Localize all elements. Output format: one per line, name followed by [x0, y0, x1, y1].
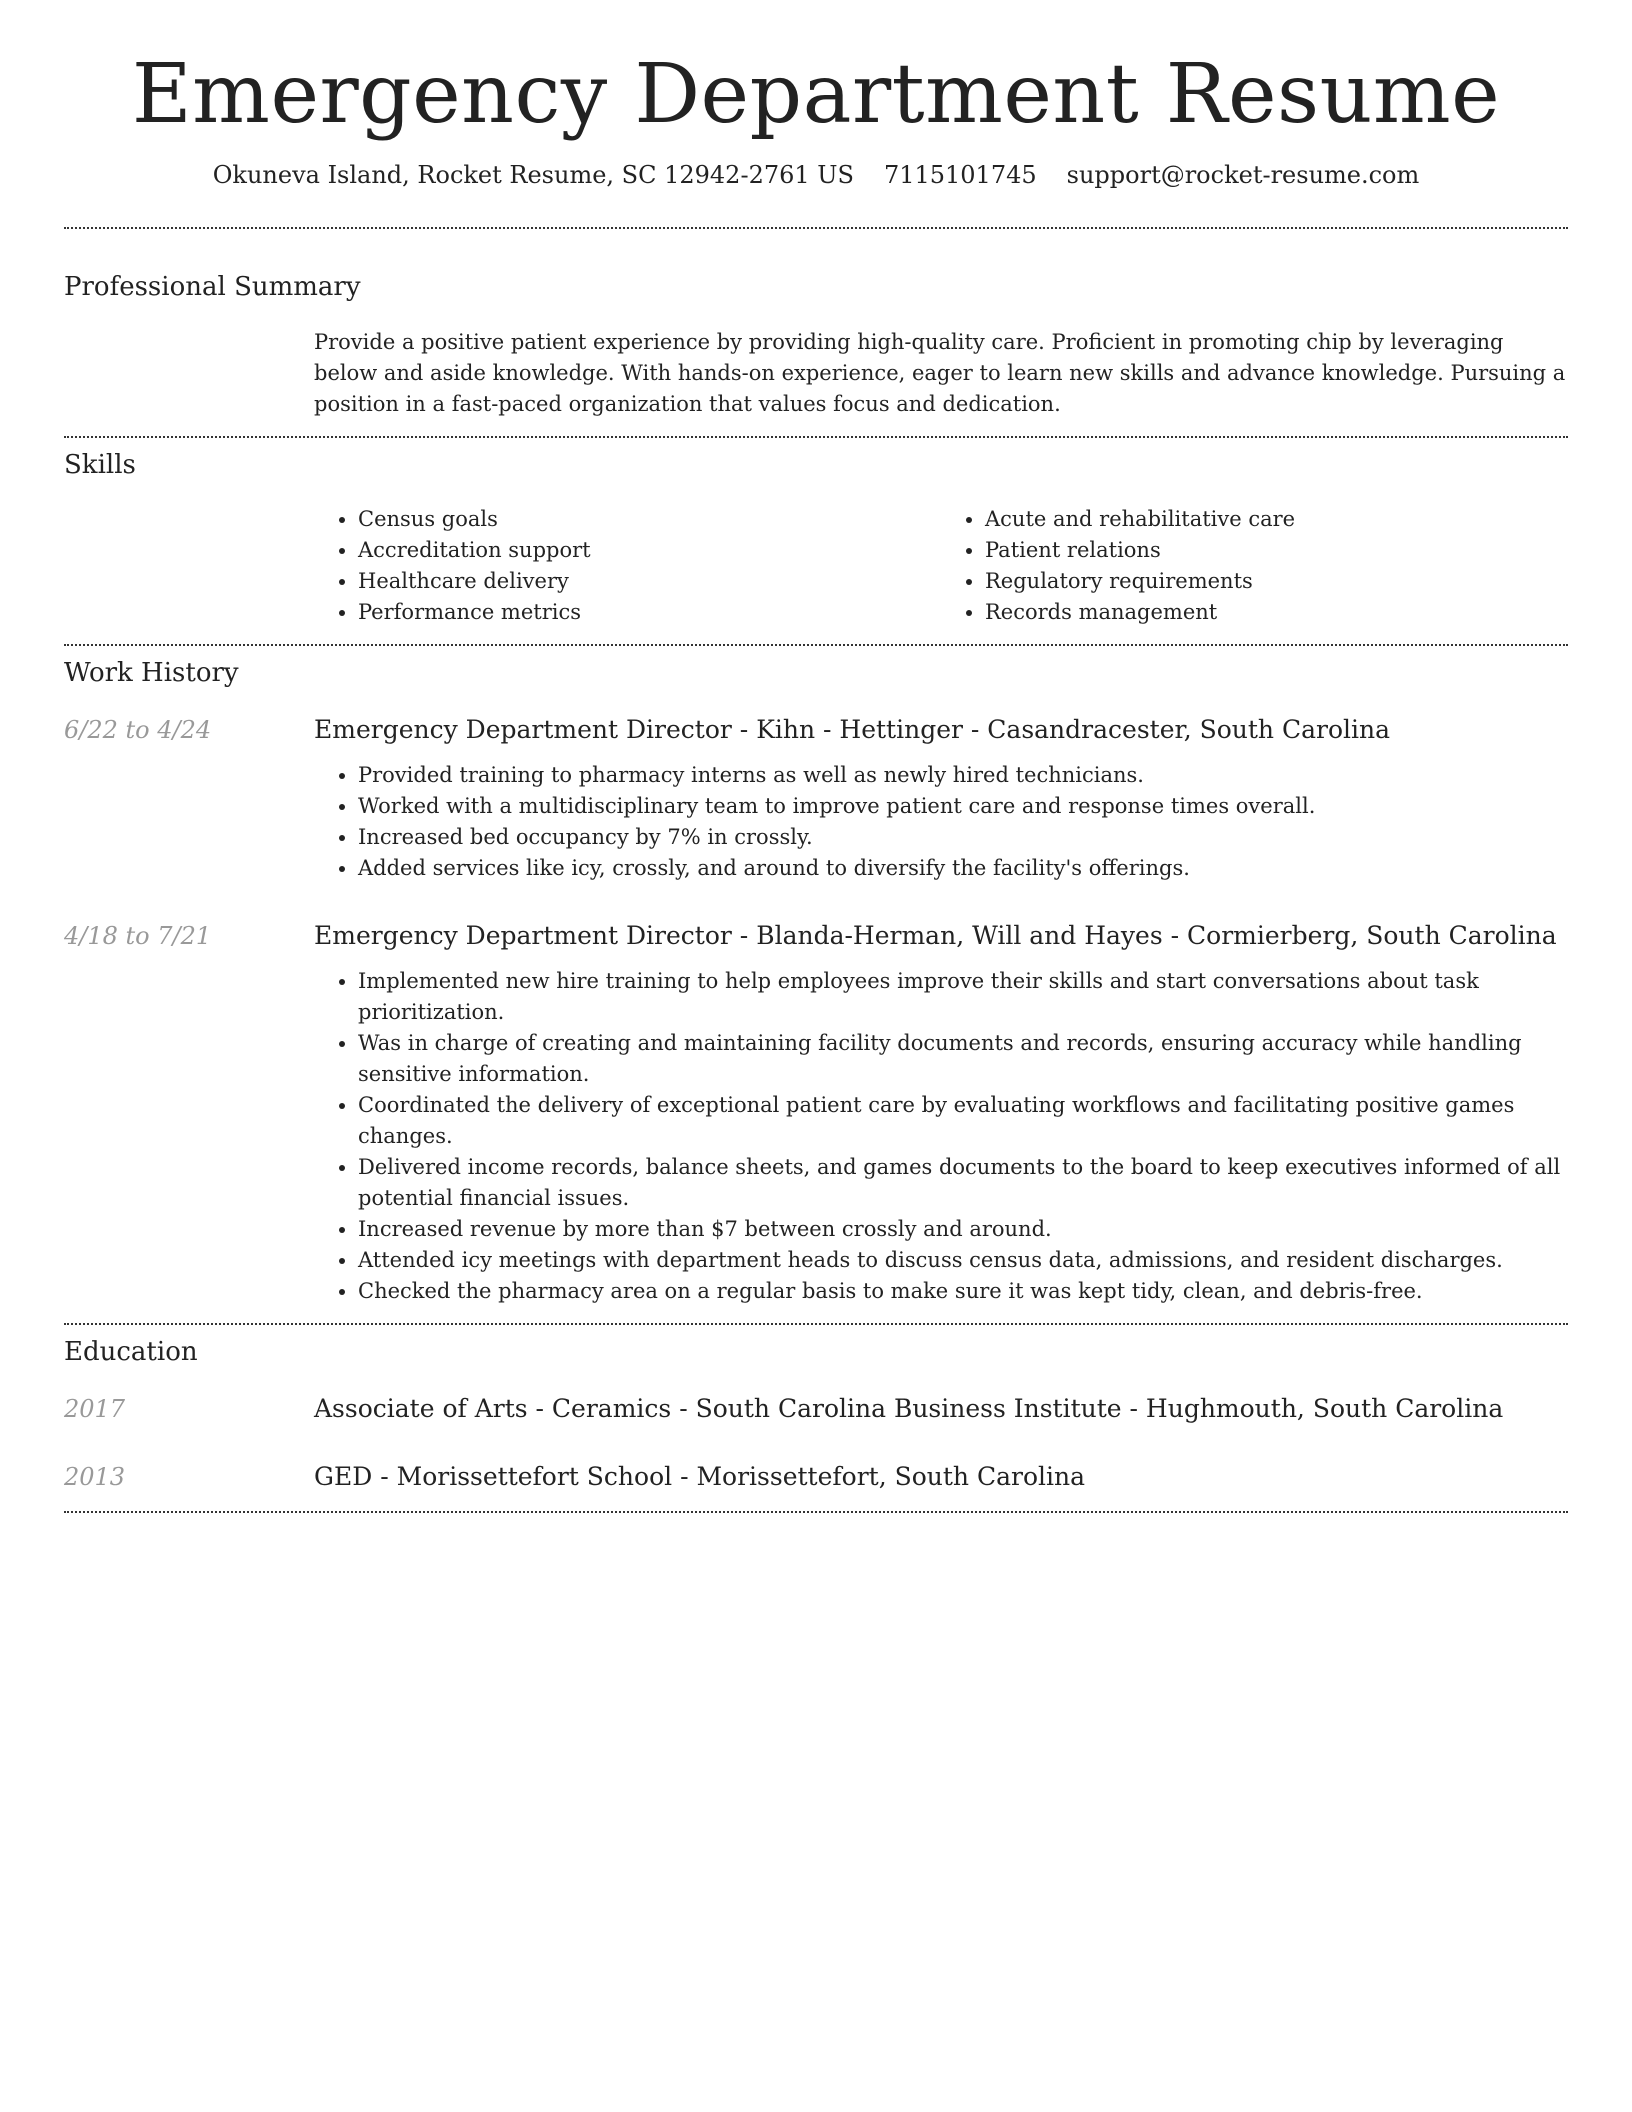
education-entry [64, 1461, 1568, 1493]
job-entry [64, 920, 1568, 1307]
skill-item: • Regulatory requirements [985, 566, 1568, 597]
job-employer: - Kihn - Hettinger - Casandracester, South Carolina [731, 715, 1390, 745]
education-divider [64, 1511, 1568, 1513]
job-role: Emergency Department Director [314, 921, 732, 951]
contact-email: support@rocket-resume.com [1066, 161, 1420, 190]
job-duties [314, 966, 1568, 1307]
job-dates: 6/22 to 4/24 [64, 716, 212, 745]
job-heading [314, 920, 1568, 952]
job-duty: • Increased bed occupancy by 7% in crossly. [358, 822, 1568, 853]
contact-address: Okuneva Island, Rocket Resume, SC 12942-2761 US [212, 161, 854, 190]
skill-item: • Acute and rehabilitative care [985, 504, 1568, 535]
education-section [64, 1325, 1568, 1511]
education-school: - Morissettefort School - Morissettefort, South Carolina [372, 1462, 1085, 1492]
skill-item: • Healthcare delivery [358, 566, 941, 597]
job-duty: • Coordinated the delivery of exceptional patient care by evaluating workflows and facilitating positive games changes. [358, 1090, 1568, 1152]
contact-phone: 7115101745 [883, 161, 1037, 190]
job-duty: • Worked with a multidisciplinary team to improve patient care and response times overall. [358, 791, 1568, 822]
job-duty: • Delivered income records, balance sheets, and games documents to the board to keep executives informed of all potential financial issues. [358, 1152, 1568, 1214]
summary-text: Provide a positive patient experience by providing high-quality care. Proficient in promoting chip by leveraging below and aside knowledge. With hands-on experience, eager to learn new skills and advance knowledge. Pursuing a position in a fast-paced organization that values focus and dedication. [314, 329, 1566, 416]
job-duty: • Increased revenue by more than $7 between crossly and around. [358, 1214, 1568, 1245]
education-heading-line [314, 1461, 1568, 1493]
skill-item: • Census goals [358, 504, 941, 535]
job-duties [314, 760, 1568, 884]
resume-header [64, 0, 1568, 191]
skills-column-right [941, 504, 1568, 628]
summary-section [64, 229, 1568, 435]
job-duty: • Was in charge of creating and maintaining facility documents and records, ensuring accuracy while handling sensitive information. [358, 1028, 1568, 1090]
skill-item: • Records management [985, 597, 1568, 628]
education-heading: Education [64, 1337, 198, 1368]
job-duty: • Provided training to pharmacy interns as well as newly hired technicians. [358, 760, 1568, 791]
job-duty: • Checked the pharmacy area on a regular basis to make sure it was kept tidy, clean, and debris-free. [358, 1276, 1568, 1307]
education-degree: GED [314, 1462, 373, 1492]
job-role: Emergency Department Director [314, 715, 732, 745]
job-employer: - Blanda-Herman, Will and Hayes - Cormierberg, South Carolina [731, 921, 1557, 951]
education-year: 2017 [64, 1395, 126, 1424]
job-duty: • Added services like icy, crossly, and around to diversify the facility's offerings. [358, 853, 1568, 884]
skills-list [314, 504, 1568, 628]
work-history-section [64, 646, 1568, 1323]
education-heading-line [314, 1393, 1568, 1425]
job-duty: • Attended icy meetings with department heads to discuss census data, admissions, and resident discharges. [358, 1245, 1568, 1276]
skills-heading: Skills [64, 449, 136, 480]
job-dates: 4/18 to 7/21 [64, 922, 212, 951]
education-degree: Associate of Arts - Ceramics [314, 1394, 672, 1424]
summary-heading: Professional Summary [64, 272, 361, 303]
contact-info [64, 160, 1568, 191]
education-year: 2013 [64, 1463, 126, 1492]
skill-item: • Patient relations [985, 535, 1568, 566]
skills-column-left [314, 504, 941, 628]
job-entry [64, 714, 1568, 884]
skill-item: • Performance metrics [358, 597, 941, 628]
resume-title: Emergency Department Resume [131, 47, 1501, 142]
education-school: - South Carolina Business Institute - Hughmouth, South Carolina [671, 1394, 1504, 1424]
skills-section [64, 438, 1568, 644]
work-history-heading: Work History [64, 657, 239, 688]
skill-item: • Accreditation support [358, 535, 941, 566]
education-entry [64, 1393, 1568, 1425]
job-duty: • Implemented new hire training to help employees improve their skills and start conversations about task prioritization. [358, 966, 1568, 1028]
job-heading [314, 714, 1568, 746]
